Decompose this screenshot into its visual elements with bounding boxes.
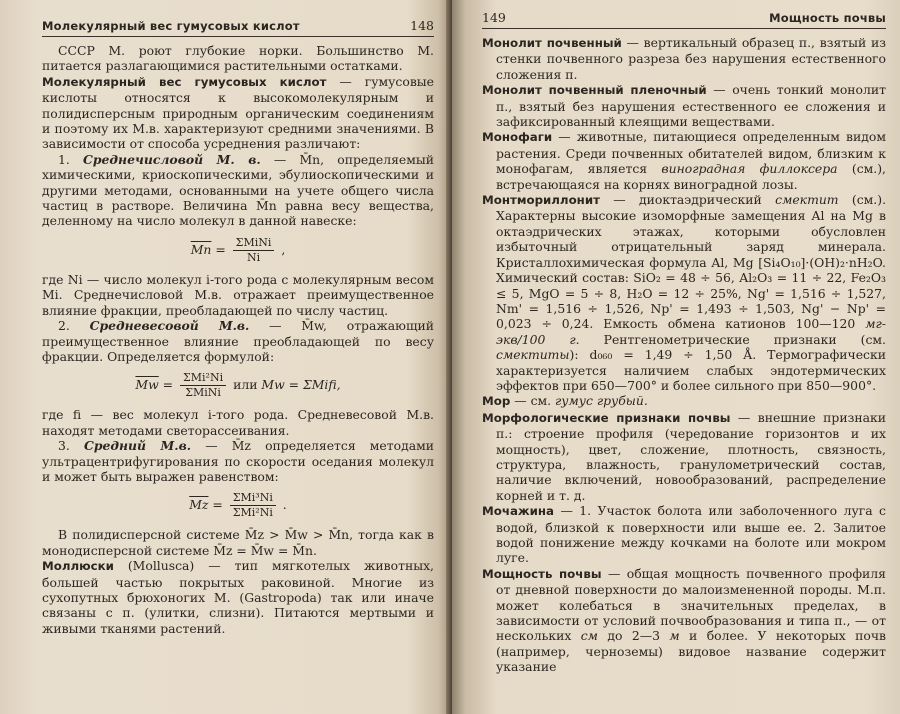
entry-crossref: гумус грубый. — [555, 393, 648, 409]
entry-body: Рентгенометрические признаки (см. — [579, 331, 886, 347]
entry-unit: см — [580, 628, 598, 644]
entry-headword: Моллюски — [42, 559, 114, 574]
item-number: 1. — [58, 151, 84, 167]
entry-monolith — [482, 35, 886, 82]
entry-body: (Mollusca) — тип мягкотелых животных, большей частью покрытых раковиной. Многие из сухопутных брюхоногих М. (Gastropoda) так или иначе связаны с п. (улитки, слизни). Питаются мертвыми и живыми тканями растений. — [42, 558, 434, 636]
entry-headword: Монофаги — [482, 130, 553, 145]
formula-mz: $\overline{Mz}$ = $\frac{\text{ΣMi³Ni}}{\text{ΣMi²Ni}}$ . — [189, 491, 287, 520]
entry-body: (см.). Характерны высокие изоморфные замещения Al на Mg в октаэдрических этажах, которыми обусловлен избыточный отрицательный заряд минерала. Кристаллохимическая формула Al, Mg [Si₄O₁₀]·(OH)₂·nH₂O. Химический состав: SiO₂ = 48 ÷ 56, Al₂O₃ = 11 ÷ 22, Fe₂O₃ ≤ 5, MgO = 5 ÷ 8, H₂O = 12 ÷ 25%, Ng' = 1,516 ÷ 1,527, Nm' = 1,516 ÷ 1,526, Np' = 1,493 ÷ 1,503, Ng' − Np' = 0,023 ÷ 0,24. Емкость обмена катионов 100—120 — [496, 192, 887, 332]
entry-morphological-features — [482, 410, 886, 503]
entry-body: до 2—3 — [597, 628, 670, 644]
formula-fraction — [233, 236, 275, 265]
formula-tail: , — [277, 241, 286, 257]
entry-body: — диоктаэдрический — [599, 192, 776, 208]
entry-headword: Мор — [482, 394, 511, 409]
item-term: Средневесовой М.в. — [89, 318, 250, 334]
formula-mw: $\overline{Mw}$ = $\frac{\text{ΣMi²Ni}}{\text{ΣMiNi}}$ или Mw = ΣMifi, — [135, 371, 341, 400]
entry-mollusca — [42, 558, 434, 636]
entry-headword: Монтмориллонит — [482, 193, 600, 208]
formula-mw-explanation: где fi — вес молекул i-того рода. Средневесовой М.в. находят методами светорассеивания. — [42, 407, 434, 438]
item-body: — M̄n, определяемый химическими, криоскопическими, эбулиоскопическими и другими методами, основанными на учете общего числа частиц в растворе. Величина M̄n равна весу вещества, деленному на число молекул в данной навеске: — [42, 151, 434, 229]
entry-headword: Монолит почвенный пленочный — [482, 83, 707, 98]
entry-monophages — [482, 129, 886, 192]
formula-numerator: ΣMi³Ni — [230, 491, 276, 506]
entry-unit: мг-экв/100 г. — [496, 316, 886, 347]
formula-mn: $\overline{Mn}$ = $\frac{\text{ΣMiNi}}{Ni}$ , — [190, 235, 286, 264]
formula-fraction — [230, 491, 276, 520]
left-intro-text: СССР М. роют глубокие норки. Большинство М. питается разлагающимися растительными остатками. — [42, 43, 434, 74]
entry-crossref: виноградная филлоксера — [661, 161, 838, 177]
entry-body: — внешние признаки п.: строение профиля (чередование горизонтов и их мощность), цвет, сложение, плотность, связность, структура, влажность, гранулометрический состав, наличие включений, новообразований, распределение корней и т. д. — [496, 409, 886, 503]
entry-unit: м — [669, 628, 680, 644]
item-body: — M̄w, отражающий преимущественное влияние преобладающей по весу фракции. Определяется формулой: — [42, 318, 434, 364]
item-body: — M̄z определяется методами ультрацентрифугирования по скорости оседания молекул и может быть выражен равенством: — [42, 438, 434, 484]
item-weight-average — [42, 318, 434, 364]
item-term: Средний М.в. — [83, 438, 192, 454]
entry-crossref: смектиты — [496, 347, 570, 363]
entry-body: — животные, питающиеся определенным видом растения. Среди почвенных обитателей видом, близким к монофагам, является — [496, 129, 886, 177]
formula-tail: . — [278, 497, 287, 513]
entry-headword: Монолит почвенный — [482, 36, 622, 50]
entry-mor — [482, 393, 886, 409]
entry-crossref: смектит — [775, 192, 839, 208]
item-z-average — [42, 438, 434, 484]
formula-denominator: Ni — [246, 250, 261, 264]
entry-headword: Мочажина — [482, 504, 555, 519]
left-running-title: Молекулярный вес гумусовых кислот — [42, 19, 300, 33]
item-number: 2. — [58, 318, 90, 334]
entry-body: — 1. Участок болота или заболоченного луга с водой, близкой к поверхности или выше ее. 2. Залитое водой понижение между кочками на болоте или мокром луге. — [496, 503, 886, 566]
entry-headword: Мощность почвы — [482, 566, 602, 581]
formula-lhs: $\overline{Mn}$ — [190, 241, 212, 257]
entry-body: — вертикальный образец п., взятый из стенки почвенного разреза без нарушения естественного сложения п. — [496, 35, 886, 82]
entry-headword: Молекулярный вес гумусовых кислот — [42, 74, 327, 89]
polydisperse-note: В полидисперсной системе M̄z > M̄w > M̄n, тогда как в монодисперсной системе M̄z = M̄w = M̄n. — [42, 527, 434, 558]
entry-soil-thickness — [482, 566, 886, 675]
formula-connector: или — [233, 377, 258, 393]
entry-body: (см.), встречающаяся на корнях виноградной лозы. — [496, 161, 886, 192]
entry-body: — общая мощность почвенного профиля от дневной поверхности до малоизмененной породы. М.п. может колебаться в значительных пределах, в зависимости от условий почвообразования и типа п., — от нескольких — [496, 565, 886, 644]
right-running-title: Мощность почвы — [769, 11, 886, 25]
entry-body: — гумусовые кислоты относятся к высокомолекулярным и полидисперсным природным органическим соединениям и поэтому их М.в. характеризуют средними значениями. В зависимости от способа усреднения различают: — [42, 73, 434, 152]
item-number-average — [42, 152, 434, 229]
formula-fraction — [180, 371, 226, 400]
formula-denominator: ΣMi²Ni — [232, 506, 273, 520]
entry-body: и более. У некоторых почв (например, черноземы) видовое название содержит указание — [496, 628, 886, 675]
entry-headword: Морфологические признаки почвы — [482, 410, 731, 425]
entry-body: — см. — [510, 393, 556, 409]
formula-lhs: $\overline{Mz}$ — [189, 497, 209, 513]
formula-denominator: ΣMiNi — [185, 386, 221, 400]
entry-body: ): d₀₆₀ = 1,49 ÷ 1,50 Å. Термографически характеризуется наличием слабых эндотермических эффектов при 650—700° и более сильного при 850—900°. — [496, 347, 886, 393]
formula-lhs: $\overline{Mw}$ — [135, 377, 159, 393]
right-running-head — [482, 10, 886, 29]
entry-body: — очень тонкий монолит п., взятый без нарушения естественного ее сложения и зафиксированный клеящими веществами. — [496, 82, 886, 130]
entry-mochazhina — [482, 503, 886, 566]
item-number: 3. — [58, 438, 84, 454]
formula-alt: Mw = ΣMifi, — [261, 377, 341, 393]
item-term: Среднечисловой М. в. — [83, 151, 261, 167]
entry-molecular-weight — [42, 74, 434, 152]
left-running-head — [42, 18, 434, 37]
left-page-number: 148 — [410, 18, 434, 33]
entry-montmorillonite — [482, 192, 886, 393]
entry-monolith-film — [482, 82, 886, 129]
formula-numerator: ΣMiNi — [233, 236, 275, 251]
right-page — [452, 0, 900, 714]
right-page-number: 149 — [482, 10, 506, 25]
formula-mn-explanation: где Ni — число молекул i-того рода с молекулярным весом Mi. Среднечисловой М.в. отражает преимущественное влияние фракции, преобладающей по числу частиц. — [42, 271, 434, 318]
formula-numerator: ΣMi²Ni — [180, 371, 226, 386]
